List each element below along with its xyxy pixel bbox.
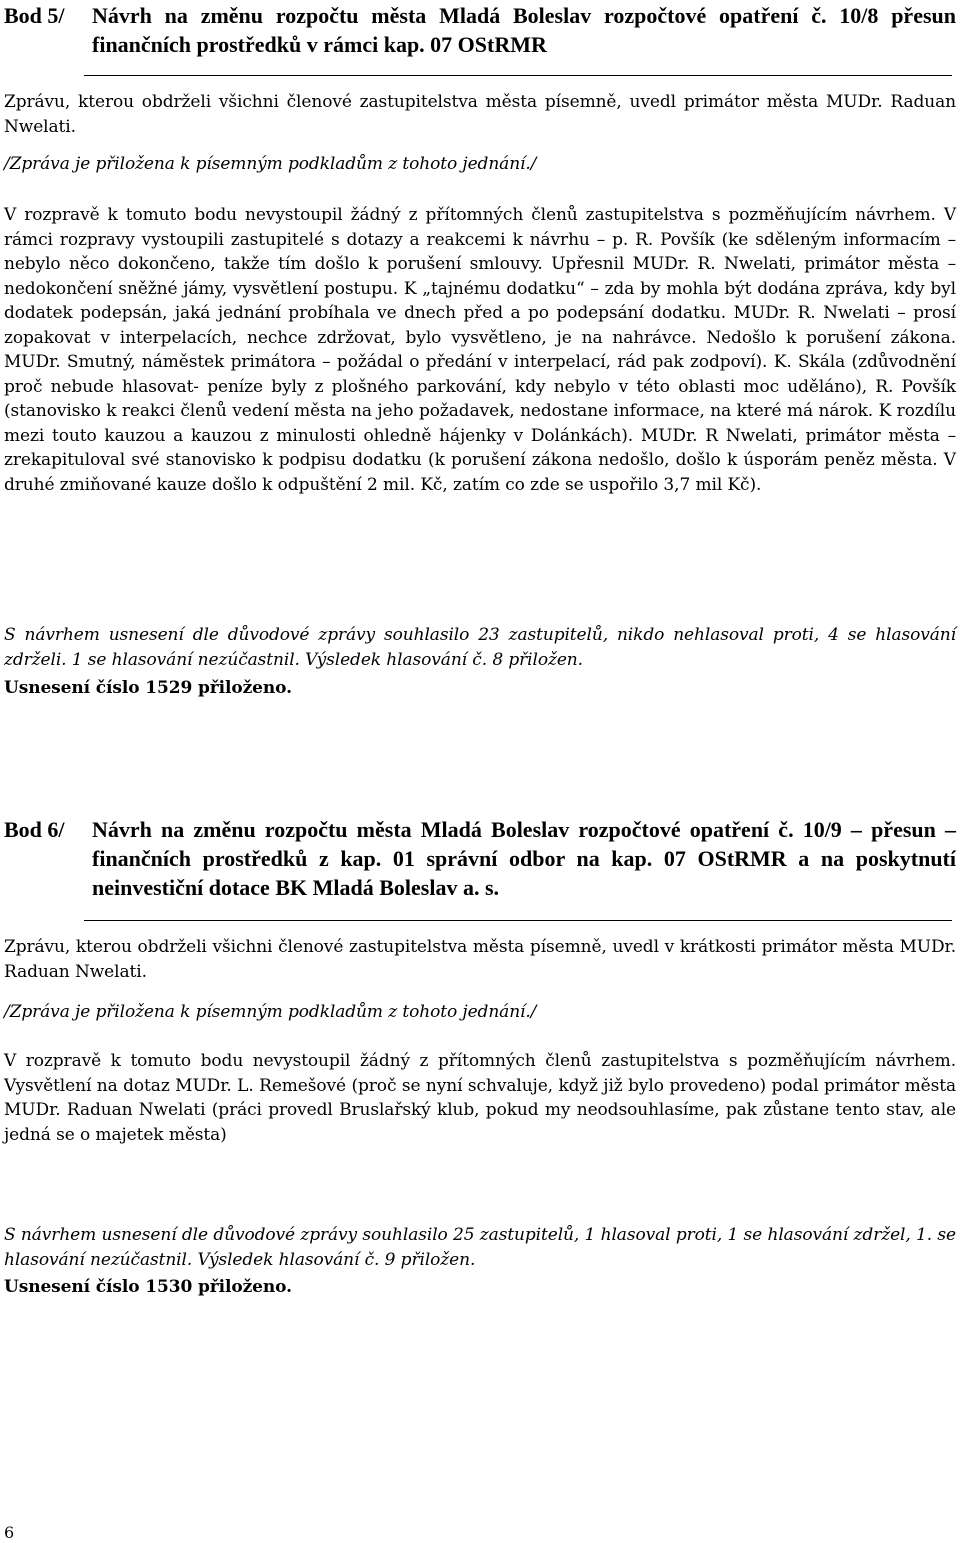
heading-underline xyxy=(84,75,952,76)
item-title: Návrh na změnu rozpočtu města Mladá Boleslav rozpočtové opatření č. 10/9 – přesun – finančních prostředků z kap. 01 správní odbor na kap. 07 OStRMR a na poskytnutí neinvestiční dotace BK Mladá Boleslav a. s. xyxy=(92,817,956,900)
report-paragraph: Zprávu, kterou obdrželi všichni členové zastupitelstva města písemně, uvedl primátor města MUDr. Raduan Nwelati. xyxy=(4,92,956,137)
attachment-note: /Zpráva je přiložena k písemným podkladům z tohoto jednání./ xyxy=(4,154,537,174)
page-number: 6 xyxy=(4,1523,15,1542)
resolution-line: Usnesení číslo 1529 přiloženo. xyxy=(4,678,292,698)
item-number: Bod 6/ xyxy=(4,817,65,842)
item-title: Návrh na změnu rozpočtu města Mladá Boleslav rozpočtové opatření č. 10/8 přesun finančních prostředků v rámci kap. 07 OStRMR xyxy=(92,3,956,57)
item-5-heading xyxy=(4,1,956,59)
vote-result: S návrhem usnesení dle důvodové zprávy souhlasilo 25 zastupitelů, 1 hlasoval proti, 1 se hlasování zdržel, 1. se hlasování nezúčastnil. Výsledek hlasování č. 9 přiložen. xyxy=(4,1225,956,1270)
report-paragraph: Zprávu, kterou obdrželi všichni členové zastupitelstva města písemně, uvedl v krátkosti primátor města MUDr. Raduan Nwelati. xyxy=(4,937,956,982)
vote-result: S návrhem usnesení dle důvodové zprávy souhlasilo 23 zastupitelů, nikdo nehlasoval proti, 4 se hlasování zdrželi. 1 se hlasování nezúčastnil. Výsledek hlasování č. 8 přiložen. xyxy=(4,625,956,670)
resolution-line: Usnesení číslo 1530 přiloženo. xyxy=(4,1277,292,1297)
item-number: Bod 5/ xyxy=(4,3,65,28)
item-6-heading xyxy=(4,815,956,902)
attachment-note: /Zpráva je přiložena k písemným podkladům z tohoto jednání./ xyxy=(4,1002,537,1022)
discussion-paragraph: V rozpravě k tomuto bodu nevystoupil žádný z přítomných členů zastupitelstva s pozměňujícím návrhem. Vysvětlení na dotaz MUDr. L. Remešové (proč se nyní schvaluje, když již bylo provedeno) podal primátor města MUDr. Raduan Nwelati (práci provedl Bruslařský klub, pokud my neodsouhlasíme, pak zůstane tento stav, ale jedná se o majetek města) xyxy=(4,1051,956,1145)
discussion-paragraph: V rozpravě k tomuto bodu nevystoupil žádný z přítomných členů zastupitelstva s pozměňujícím návrhem. V rámci rozpravy vystoupili zastupitelé s dotazy a reakcemi k návrhu – p. R. Povšík (ke sděleným informacím – nebylo něco dokončeno, takže tím došlo k porušení smlouvy. Upřesnil MUDr. R. Nwelati, primátor města – nedokončení sněžné jámy, vysvětlení postupu. K „tajnému dodatku“ – zda by mohla být dodána zpráva, kdy byl dodatek podepsán, jaká jednání probíhala ve dnech před a po podepsání dodatku. MUDr. R. Nwelati – prosí zopakovat v interpelacích, nechce zdržovat, bylo vysvětleno, je na nahrávce. Nedošlo k porušení zákona. MUDr. Smutný, náměstek primátora – požádal o předání v interpelací, rád pak zodpoví). K. Skála (zdůvodnění proč nebude hlasovat- peníze byly z plošného parkování, kdy nebylo v této oblasti moc uděláno), R. Povšík (stanovisko k reakci členů vedení města na jeho požadavek, nedostane informace, na které má nárok. K rozdílu mezi touto kauzou a kauzou z minulosti ohledně hájenky v Dolánkách). MUDr. R Nwelati, primátor města – zrekapituloval své stanovisko k podpisu dodatku (k porušení zákona nedošlo, došlo k úsporám peněz města. V druhé zmiňované kauze došlo k odpuštění 2 mil. Kč, zatím co zde se uspořilo 3,7 mil Kč). xyxy=(4,205,956,495)
heading-underline xyxy=(84,920,952,921)
